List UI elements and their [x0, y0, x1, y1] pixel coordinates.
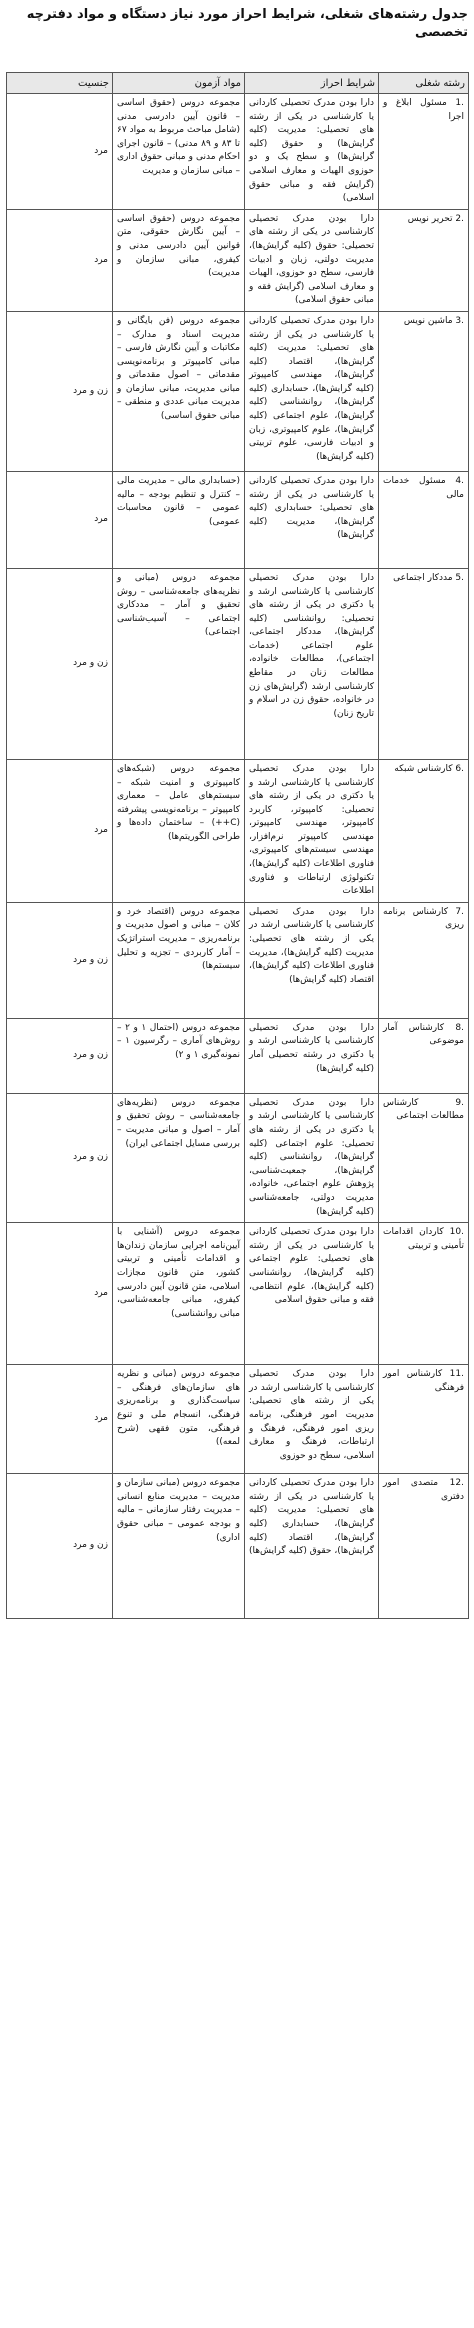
job-title-cell: .7 کارشناس برنامه ریزی: [379, 902, 469, 1018]
conditions-cell: دارا بودن مدرک تحصیلی کاردانی یا کارشناسی در یکی از رشته های تحصیلی: حسابداری (کلیه گرایش‌ها)، مدیریت (کلیه گرایش‌ها): [245, 471, 379, 568]
job-title-cell: .3 ماشین نویس: [379, 311, 469, 471]
job-title-cell: .8 کارشناس آمار موضوعی: [379, 1018, 469, 1093]
exam-subjects-cell: مجموعه دروس (مبانی و نظریه های سازمان‌های فرهنگی – سیاست‌گذاری و برنامه‌ریزی فرهنگی، انسجام ملی و تنوع فرهنگی، متون فقهی (شرح لمعه)): [113, 1365, 245, 1474]
exam-subjects-cell: مجموعه دروس (مبانی سازمان و مدیریت – مدیریت منابع انسانی – مدیریت رفتار سازمانی – مالیه و بودجه عمومی – مبانی حقوق اداری): [113, 1474, 245, 1619]
conditions-cell: دارا بودن مدرک تحصیلی کاردانی یا کارشناسی در یکی از رشته های تحصیلی: علوم اجتماعی (کلیه گرایش‌ها)، روانشناسی (کلیه گرایش‌ها)، علوم انتظامی، فقه و مبانی حقوق اسلامی: [245, 1223, 379, 1365]
conditions-cell: دارا بودن مدرک تحصیلی کاردانی یا کارشناسی در یکی از رشته های تحصیلی: مدیریت (کلیه گرایش‌ها) و حقوق (کلیه گرایش‌ها) و سطح یک و دو حوزوی الهیات و معارف اسلامی (گرایش فقه و مبانی حقوق اسلامی): [245, 94, 379, 210]
header-exam-subjects: مواد آزمون: [113, 73, 245, 94]
gender-cell: مرد: [7, 1365, 113, 1474]
gender-cell: زن و مرد: [7, 1474, 113, 1619]
exam-subjects-cell: مجموعه دروس (آشنایی با آیین‌نامه اجرایی سازمان زندان‌ها و اقدامات تأمینی و تربیتی کشور، متن قانون مجازات اسلامی، متن قانون آیین دادرسی کیفری، مبانی جامعه‌شناسی، مبانی روانشناسی): [113, 1223, 245, 1365]
conditions-cell: دارا بودن مدرک تحصیلی کارشناسی یا کارشناسی ارشد و یا دکتری در یکی از رشته های تحصیلی: علوم اجتماعی (کلیه گرایش‌ها)، روانشناسی (کلیه گرایش‌ها)، جمعیت‌شناسی، پژوهش علوم اجتماعی، خانواده، مدیریت دولتی، جامعه‌شناسی (کلیه گرایش‌ها): [245, 1093, 379, 1222]
job-title-cell: .2 تحریر نویس: [379, 209, 469, 311]
table-row: [7, 94, 469, 210]
table-row: [7, 1093, 469, 1222]
table-header-row: [7, 73, 469, 94]
gender-cell: مرد: [7, 94, 113, 210]
table-body: [7, 94, 469, 1619]
job-title-cell: .9 کارشناس مطالعات اجتماعی: [379, 1093, 469, 1222]
table-row: [7, 1365, 469, 1474]
gender-cell: زن و مرد: [7, 902, 113, 1018]
header-gender: جنسیت: [7, 73, 113, 94]
conditions-cell: دارا بودن مدرک تحصیلی کارشناسی یا کارشناسی ارشد در یکی از رشته های تحصیلی: مدیریت (کلیه گرایش‌ها)، مدیریت فناوری اطلاعات (کلیه گرایش‌ها)، اقتصاد (کلیه گرایش‌ها): [245, 902, 379, 1018]
exam-subjects-cell: مجموعه دروس (حقوق اساسی – قانون آیین دادرسی مدنی (شامل مباحث مربوط به مواد ۶۷ تا ۸۳ و ۸۹ مدنی) – قانون اجرای احکام مدنی و مبانی حقوق اداری – مبانی سازمان و مدیریت: [113, 94, 245, 210]
exam-subjects-cell: مجموعه دروس (اقتصاد خرد و کلان – مبانی و اصول مدیریت و برنامه‌ریزی – مدیریت استراتژیک – آمار کاربردی – تجزیه و تحلیل سیستم‌ها): [113, 902, 245, 1018]
exam-subjects-cell: مجموعه دروس (مبانی و نظریه‌های جامعه‌شناسی – روش تحقیق و آمار – مددکاری اجتماعی – آسیب‌شناسی اجتماعی): [113, 568, 245, 759]
header-conditions: شرایط احراز: [245, 73, 379, 94]
conditions-cell: دارا بودن مدرک تحصیلی کارشناسی یا کارشناسی ارشد و یا دکتری در یکی از رشته های تحصیلی: روانشناسی (کلیه گرایش‌ها)، مددکار اجتماعی، علوم اجتماعی (خدمات اجتماعی)، مطالعات خانواده، مطالعات زنان در مقاطع کارشناسی ارشد (گرایش‌های زن در خانواده، حقوق زن در اسلام و تاریخ زنان): [245, 568, 379, 759]
exam-subjects-cell: مجموعه دروس (فن بایگانی و مدیریت اسناد و مدارک – مکاتبات و آیین نگارش فارسی – مبانی کامپیوتر و برنامه‌نویسی مقدماتی – اصول مقدماتی و مبانی مدیریت، مبانی سازمان و مدیریت مبانی عددی و منطقی – مبانی حقوق اساسی): [113, 311, 245, 471]
job-title-cell: .1 مسئول ابلاغ و اجرا: [379, 94, 469, 210]
gender-cell: مرد: [7, 471, 113, 568]
conditions-cell: دارا بودن مدرک تحصیلی کاردانی یا کارشناسی در یکی از رشته های تحصیلی: مدیریت (کلیه گرایش‌ها)، اقتصاد (کلیه گرایش‌ها)، مهندسی کامپیوتر (کلیه گرایش‌ها)، حسابداری (کلیه گرایش‌ها)، روانشناسی (کلیه گرایش‌ها)، علوم اجتماعی (کلیه گرایش‌ها)، علوم کامپیوتری، زبان و ادبیات فارسی، علوم تربیتی (کلیه گرایش‌ها): [245, 311, 379, 471]
table-row: [7, 1474, 469, 1619]
job-title-cell: .4 مسئول خدمات مالی: [379, 471, 469, 568]
exam-subjects-cell: مجموعه دروس (حقوق اساسی – آیین نگارش حقوقی، متن قوانین آیین دادرسی مدنی و کیفری، مبانی سازمان و مدیریت): [113, 209, 245, 311]
gender-cell: مرد: [7, 759, 113, 902]
table-row: [7, 209, 469, 311]
table-row: [7, 902, 469, 1018]
exam-subjects-cell: مجموعه دروس (شبکه‌های کامپیوتری و امنیت شبکه – سیستم‌های عامل – معماری کامپیوتر – برنامه‌نویسی پیشرفته (C++) – ساختمان داده‌ها و طراحی الگوریتم‌ها): [113, 759, 245, 902]
job-title-cell: .11 کارشناس امور فرهنگی: [379, 1365, 469, 1474]
header-job-title: رشته شغلی: [379, 73, 469, 94]
table-row: [7, 311, 469, 471]
job-title-cell: .5 مددکار اجتماعی: [379, 568, 469, 759]
conditions-cell: دارا بودن مدرک تحصیلی کارشناسی یا کارشناسی ارشد در یکی از رشته های تحصیلی: مدیریت امور فرهنگی، برنامه ریزی امور فرهنگی، فرهنگ و ارتباطات، فرهنگ و معارف اسلامی، سطح دو حوزوی: [245, 1365, 379, 1474]
job-title-cell: .12 متصدی امور دفتری: [379, 1474, 469, 1619]
exam-subjects-cell: مجموعه دروس (احتمال ۱ و ۲ – روش‌های آماری – رگرسیون ۱ – نمونه‌گیری ۱ و ۲): [113, 1018, 245, 1093]
gender-cell: مرد: [7, 1223, 113, 1365]
table-row: [7, 568, 469, 759]
gender-cell: زن و مرد: [7, 568, 113, 759]
gender-cell: مرد: [7, 209, 113, 311]
job-title-cell: .6 کارشناس شبکه: [379, 759, 469, 902]
table-row: [7, 1223, 469, 1365]
exam-subjects-cell: مجموعه دروس (نظریه‌های جامعه‌شناسی – روش تحقیق و آمار – اصول و مبانی مدیریت – بررسی مسایل اجتماعی ایران): [113, 1093, 245, 1222]
conditions-cell: دارا بودن مدرک تحصیلی کاردانی یا کارشناسی در یکی از رشته های تحصیلی: مدیریت (کلیه گرایش‌ها)، حسابداری (کلیه گرایش‌ها)، اقتصاد (کلیه گرایش‌ها)، حقوق (کلیه گرایش‌ها): [245, 1474, 379, 1619]
conditions-cell: دارا بودن مدرک تحصیلی کارشناسی در یکی از رشته های تحصیلی: حقوق (کلیه گرایش‌ها)، مدیریت دولتی، زبان و ادبیات فارسی، سطح دو حوزوی، الهیات و معارف اسلامی (گرایش فقه و مبانی حقوق اسلامی): [245, 209, 379, 311]
table-row: [7, 1018, 469, 1093]
job-title-cell: .10 کاردان اقدامات تأمینی و تربیتی: [379, 1223, 469, 1365]
table-row: [7, 471, 469, 568]
gender-cell: زن و مرد: [7, 311, 113, 471]
table-row: [7, 759, 469, 902]
conditions-cell: دارا بودن مدرک تحصیلی کارشناسی یا کارشناسی ارشد و یا دکتری در یکی از رشته های تحصیلی: کامپیوتر، کاربرد کامپیوتر، مهندسی کامپیوتر، مهندسی کامپیوتر نرم‌افزار، مهندسی سیستم‌های کامپیوتری، فناوری اطلاعات (کلیه گرایش‌ها)، تکنولوژی ارتباطات و فناوری اطلاعات: [245, 759, 379, 902]
gender-cell: زن و مرد: [7, 1018, 113, 1093]
page-title: جدول رشته‌های شغلی، شرایط احراز مورد نیاز دستگاه و مواد دفترچه تخصصی: [26, 7, 468, 40]
conditions-cell: دارا بودن مدرک تحصیلی کارشناسی یا کارشناسی ارشد و یا دکتری در رشته تحصیلی آمار (کلیه گرایش‌ها): [245, 1018, 379, 1093]
exam-subjects-cell: (حسابداری مالی – مدیریت مالی – کنترل و تنظیم بودجه – مالیه عمومی – قانون محاسبات عمومی): [113, 471, 245, 568]
gender-cell: زن و مرد: [7, 1093, 113, 1222]
job-requirements-table: [6, 72, 469, 1619]
